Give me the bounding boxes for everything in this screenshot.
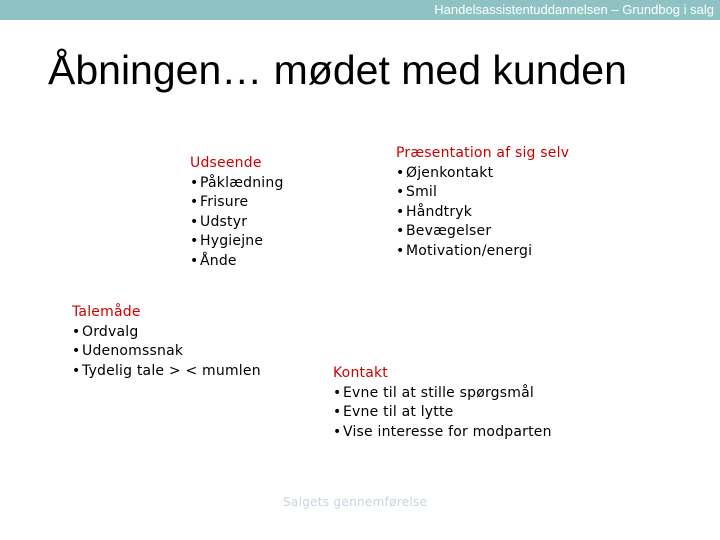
bullet-icon: • (396, 203, 405, 220)
list-item (396, 164, 569, 184)
kontakt-list (333, 384, 552, 443)
list-item-text: Påklædning (200, 174, 284, 191)
list-item-text: Motivation/energi (406, 242, 533, 259)
list-item (190, 193, 284, 213)
bullet-icon: • (72, 362, 81, 379)
talemaade-block (72, 303, 261, 381)
bullet-icon: • (190, 213, 199, 230)
list-item-text: Bevægelser (406, 223, 492, 239)
talemaade-heading: Talemåde (72, 304, 141, 320)
list-item (190, 174, 284, 194)
list-item-text: Hygiejne (200, 233, 264, 249)
bullet-icon: • (396, 164, 405, 181)
list-item (190, 213, 284, 233)
bullet-icon: • (333, 384, 342, 401)
list-item-text: Ånde (200, 252, 237, 269)
list-item-text: Øjenkontakt (406, 164, 494, 181)
list-item (396, 183, 569, 203)
bullet-icon: • (72, 343, 81, 359)
bullet-icon: • (333, 423, 342, 440)
list-item-text: Frisure (200, 194, 249, 210)
list-item-text: Smil (406, 184, 438, 200)
udseende-list (190, 174, 284, 272)
bullet-icon: • (396, 223, 405, 239)
list-item (396, 222, 569, 242)
list-item-text: Håndtryk (406, 203, 473, 220)
list-item (333, 403, 552, 423)
list-item (72, 362, 261, 382)
list-item-text: Tydelig tale > < mumlen (82, 362, 261, 379)
list-item (333, 423, 552, 443)
bullet-icon: • (396, 184, 405, 200)
praesentation-list (396, 164, 569, 262)
bullet-icon: • (190, 174, 199, 191)
list-item-text: Ordvalg (82, 323, 139, 340)
bullet-icon: • (190, 194, 199, 210)
list-item (333, 384, 552, 404)
bullet-icon: • (72, 323, 81, 340)
list-item (72, 342, 261, 362)
bullet-icon: • (333, 404, 342, 420)
slide-title: Åbningen… mødet med kunden (48, 47, 627, 93)
kontakt-block (333, 364, 552, 442)
list-item (396, 203, 569, 223)
list-item (190, 232, 284, 252)
list-item-text: Udenomssnak (82, 343, 184, 359)
list-item (72, 323, 261, 343)
list-item-text: Udstyr (200, 213, 248, 230)
footer-text: Salgets gennemførelse (283, 495, 428, 509)
bullet-icon: • (190, 233, 199, 249)
kontakt-heading: Kontakt (333, 365, 388, 381)
bullet-icon: • (396, 242, 405, 259)
udseende-block (190, 154, 284, 271)
list-item-text: Evne til at lytte (343, 404, 454, 420)
list-item (396, 242, 569, 262)
header-band (0, 0, 720, 20)
list-item (190, 252, 284, 272)
praesentation-heading: Præsentation af sig selv (396, 145, 570, 161)
header-text: Handelsassistentuddannelsen – Grundbog i salg (434, 2, 714, 17)
praesentation-block (396, 144, 569, 261)
udseende-heading: Udseende (190, 155, 262, 171)
talemaade-list (72, 323, 261, 382)
list-item-text: Evne til at stille spørgsmål (343, 384, 534, 401)
bullet-icon: • (190, 252, 199, 269)
list-item-text: Vise interesse for modparten (343, 423, 552, 440)
